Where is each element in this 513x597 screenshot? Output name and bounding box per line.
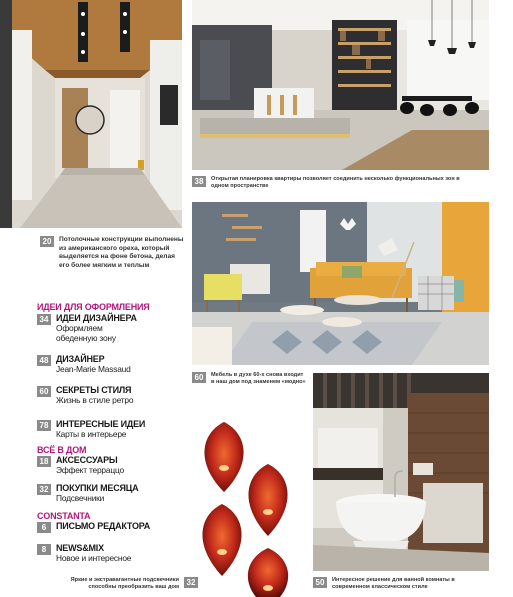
toc-entry[interactable] (37, 543, 197, 563)
toc-section-header: ВСЁ В ДОМ (37, 445, 87, 455)
page-number-badge: 48 (37, 355, 51, 366)
caption-32 (48, 577, 198, 591)
caption-text: Открытая планировка квартиры позволяет соединить несколько функциональных зон в одном пространстве (211, 176, 460, 189)
page-number-badge: 32 (184, 577, 198, 588)
photo-open-plan (192, 0, 489, 170)
toc-entry-subtitle: Оформляем (56, 323, 103, 333)
toc-entry[interactable] (37, 419, 197, 439)
caption-text: Потолочные конструкции выполнены из американского ореха, который выделяется на фоне бетона, делая его более мягким и теплым (59, 236, 184, 269)
toc-entry-subtitle: обеденную зону (56, 333, 116, 343)
page-number-badge: 18 (37, 456, 51, 467)
toc-entry-subtitle: Jean-Marie Massaud (56, 364, 131, 374)
page-number-badge: 60 (37, 386, 51, 397)
toc-section-header: ИДЕИ ДЛЯ ОФОРМЛЕНИЯ (37, 302, 150, 312)
toc-entry[interactable] (37, 313, 197, 343)
caption-20 (40, 236, 190, 270)
toc-entry-title: ПОКУПКИ МЕСЯЦА (56, 483, 139, 493)
toc-entry-title: АКСЕССУАРЫ (56, 455, 118, 465)
toc-entry[interactable] (37, 354, 197, 374)
toc-entry-subtitle: Новое и интересное (56, 553, 132, 563)
toc-entry-title: ИДЕИ ДИЗАЙНЕРА (56, 313, 137, 323)
toc-entry[interactable] (37, 385, 197, 405)
page-number-badge: 8 (37, 544, 51, 555)
caption-text: Интересное решение для ванной комнаты в современном классическом стиле (332, 577, 455, 590)
toc-entry[interactable] (37, 455, 197, 475)
toc-entry-subtitle: Подсвечники (56, 493, 105, 503)
photo-corridor (0, 0, 182, 228)
toc-entry-subtitle: Жизнь в стиле ретро (56, 395, 134, 405)
toc-entry-title: ПИСЬМО РЕДАКТОРА (56, 521, 151, 531)
page-number-badge: 60 (192, 372, 206, 383)
table-of-contents (37, 302, 197, 563)
photo-candle-holders (196, 420, 298, 597)
page-number-badge: 32 (37, 484, 51, 495)
caption-text: Яркие и экстравагантные подсвечники способны преобразить ваш дом (70, 577, 179, 590)
toc-entry-title: СЕКРЕТЫ СТИЛЯ (56, 385, 132, 395)
toc-entry[interactable] (37, 521, 197, 533)
page-number-badge: 38 (192, 176, 206, 187)
page-number-badge: 34 (37, 314, 51, 325)
caption-38 (192, 176, 489, 190)
caption-50 (313, 577, 489, 591)
toc-entry[interactable] (37, 483, 197, 503)
toc-entry-subtitle: Эффект терраццо (56, 465, 124, 475)
page-number-badge: 20 (40, 236, 54, 247)
page-number-badge: 78 (37, 420, 51, 431)
page-number-badge: 6 (37, 522, 51, 533)
photo-retro-living (192, 202, 489, 365)
caption-60 (192, 372, 317, 386)
page-number-badge: 50 (313, 577, 327, 588)
toc-entry-title: ИНТЕРЕСНЫЕ ИДЕИ (56, 419, 146, 429)
toc-entry-subtitle: Карты в интерьере (56, 429, 127, 439)
toc-entry-title: NEWS&MIX (56, 543, 104, 553)
photo-bathroom (313, 373, 489, 571)
caption-text: Мебель в духе 60-х снова входит в наш дом под знаменем «модно» (211, 372, 306, 385)
toc-entry-title: ДИЗАЙНЕР (56, 354, 105, 364)
toc-section-header: CONSTANTA (37, 511, 91, 521)
